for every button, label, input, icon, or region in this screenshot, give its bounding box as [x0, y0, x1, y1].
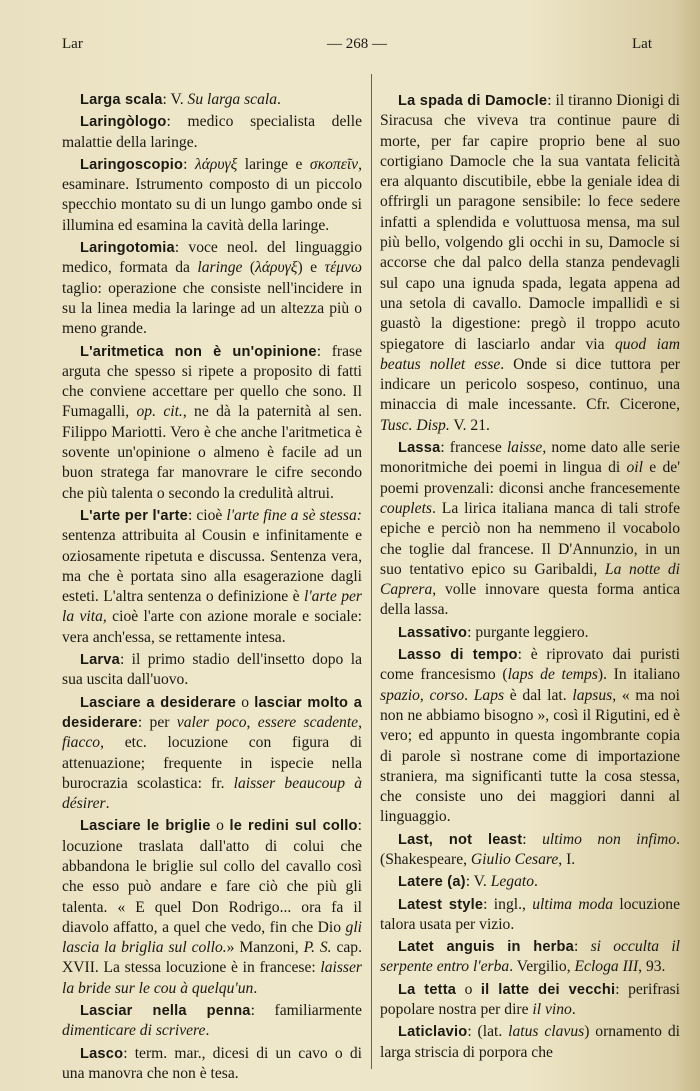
entry-headword: Larga scala — [80, 92, 163, 108]
entry-headword: La spada di Damocle — [398, 93, 548, 109]
entry-italic-text: ultima moda — [532, 895, 614, 913]
entry-text: locuzione talora usata per vizio. — [380, 895, 680, 933]
dictionary-entry — [380, 1022, 680, 1063]
entry-text: : il tiranno Dionigi di Siracusa che viveva tra continue paure di morte, per far capire proprio bene al suo cortigiano Damocle che la sua vantata felicità era alquanto discutibile, ebbe la geniale idea di offrirgli un paragone sensibile: lo fece sedere infatti a splendida e voluttuosa mensa, ma sul più bello, volgendo gli occhi in su, Damocle si accorse che dal palco della stanza pendevagli sul capo una ignuda spada, legata appena ad una setola di cavallo. Damocle impallidì e si guastò la digestione: pregò il troppo acuto spiegatore di lasciarlo andar via — [380, 92, 680, 353]
entry-text: : (lat. — [467, 1023, 509, 1041]
entry-text: , — [419, 686, 430, 704]
entry-headword: lasciar molto a desiderare — [62, 694, 363, 731]
entry-text: . — [205, 1022, 210, 1040]
entry-headword: Lasciar nella penna — [80, 1003, 251, 1020]
entry-text: : voce neol. del linguaggio medico, formata da — [62, 239, 362, 277]
column-divider — [371, 74, 372, 1069]
entry-headword: Laringotomia — [80, 240, 175, 257]
entry-italic-text: Tusc. Disp. — [380, 416, 450, 434]
dictionary-entry — [62, 112, 362, 153]
entry-text: , etc. locuzione con figura di attenuazione; frequente in ispecie nella burocrazia scolastica: fr. — [62, 734, 362, 792]
entry-text: : purgante leggiero. — [467, 623, 589, 641]
entry-headword: La tetta — [398, 981, 457, 998]
entry-text: : — [183, 155, 195, 173]
entry-headword: Last, not least — [398, 831, 523, 848]
entry-italic-text: si occulta il serpente entro l'erba — [380, 938, 680, 976]
dictionary-entry — [380, 91, 680, 436]
entry-italic-text: laisser la bride sur le cou à quelqu'un — [62, 959, 362, 997]
entry-text: . Vergilio, — [509, 958, 575, 976]
entry-text: , — [358, 713, 362, 731]
header-left-guideword: Lar — [62, 36, 83, 52]
entry-italic-text: Giulio Cesare — [470, 850, 559, 868]
entry-italic-text: Legato — [490, 873, 535, 891]
entry-italic-text: essere scadente — [257, 713, 359, 731]
entry-text: è dal lat. — [504, 686, 573, 704]
entry-text: : medico specialista delle malattie della laringe. — [62, 113, 362, 151]
entry-italic-text: dimenticare di scrivere — [62, 1022, 206, 1040]
entry-italic-text: corso — [429, 686, 465, 704]
entry-italic-text: spazio — [380, 686, 420, 704]
entry-headword: Laringòlogo — [80, 114, 167, 131]
page-number: — 268 — — [327, 36, 387, 52]
entry-text: : familiarmente — [250, 1002, 362, 1020]
entry-italic-text: op. cit. — [136, 403, 183, 421]
entry-text: o — [210, 817, 230, 835]
entry-italic-text: l'arte fine a sè stessa: — [226, 506, 362, 524]
dictionary-entry — [62, 342, 362, 504]
header-right-guideword: Lat — [632, 36, 652, 52]
entry-text: » Manzoni, — [226, 939, 304, 957]
entry-text: , cioè l'arte con azione morale e sociale: vera anch'essa, se rettamente intesa. — [62, 608, 362, 646]
entry-text: ). In italiano — [597, 666, 680, 684]
entry-headword: Larva — [80, 652, 120, 669]
entry-italic-text: couplets — [380, 499, 432, 517]
entry-text: ) e — [297, 259, 325, 277]
dictionary-entry — [62, 1044, 362, 1085]
dictionary-entry — [62, 1001, 362, 1042]
entry-headword: L'aritmetica non è un'opinione — [80, 343, 317, 360]
entry-text: . — [464, 686, 474, 704]
entry-italic-text: il vino — [532, 1001, 572, 1019]
entry-headword: Latere (a) — [398, 874, 466, 891]
entry-text: : cioè — [187, 506, 227, 524]
entry-italic-text: τέμνω — [324, 259, 363, 277]
entry-italic-text: Laps — [473, 686, 505, 704]
entry-text: . — [534, 873, 538, 891]
entry-text: ( — [242, 259, 256, 277]
entry-italic-text: La notte di Caprera — [380, 560, 681, 599]
entry-italic-text: σκοπεῖν — [309, 155, 359, 173]
entry-italic-text: Su larga scala — [187, 91, 278, 108]
dictionary-entry — [380, 830, 680, 871]
entry-italic-text: lapsus — [572, 686, 613, 704]
entry-text: : locuzione traslata dall'atto di colui che abbandona le briglie sul collo del cavallo così che esso può andare e fare ciò che più gli talenta. « E quel Don Rodrigo... ora fa il diavolo affatto, a quel che vedo, fin che Dio — [62, 817, 362, 936]
entry-italic-text: λάρυγξ — [194, 155, 238, 173]
entry-text: : il primo stadio dell'insetto dopo la sua uscita dall'uovo. — [62, 651, 362, 689]
entry-text: : ingl., — [483, 895, 533, 913]
dictionary-entry — [380, 980, 680, 1021]
entry-text: , volle innovare questa forma antica della lassa. — [380, 581, 680, 619]
entry-text: o — [456, 980, 481, 998]
entry-text: : V. — [465, 873, 491, 891]
entry-text: : term. mar., dicesi di un cavo o di una manovra che non è tesa. — [62, 1044, 362, 1082]
entry-italic-text: gli lascia la briglia sul collo. — [62, 918, 362, 957]
entry-text: . — [253, 979, 258, 997]
entry-text: : frase arguta che spesso si ripete a proposito di fatti che conviene accettare per quello che sono. Il Fumagalli, — [62, 342, 362, 421]
entry-text: , « ma noi non ne abbiamo bisogno », così il Rigutini, ed è vero; ed appunto in questa ingombrante copia di parole sì nostrane come di importazione straniera, ma significanti tutte la cosa stessa, che consiste uno dei maggiori danni al linguaggio. — [380, 686, 681, 826]
entry-headword: Latet anguis in herba — [398, 939, 574, 956]
dictionary-entry — [62, 816, 362, 999]
entry-text: : V. — [162, 91, 188, 108]
dictionary-entry — [380, 872, 680, 892]
entry-text: : francese — [440, 439, 507, 457]
entry-headword: Lasciare a desiderare — [80, 694, 237, 711]
entry-headword: L'arte per l'arte — [80, 507, 188, 524]
dictionary-entry — [380, 645, 680, 828]
entry-headword: Lassativo — [398, 624, 468, 641]
entry-headword: Lassa — [398, 440, 441, 457]
entry-text: , ne dà la paternità al sen. Filippo Mariotti. Vero è che anche l'aritmetica è sovente un'opinione o almeno è facile ad un buon stratega far manovrare le cifre secondo che più talenta o secondo la credulità altrui. — [62, 403, 362, 502]
dictionary-entry — [62, 90, 362, 110]
dictionary-entry — [62, 650, 362, 691]
entry-text: taglio: operazione che consiste nell'incidere in su la linea media la laringe ad un altezza più o meno grande. — [62, 279, 362, 338]
entry-italic-text: fiacco — [62, 734, 101, 752]
dictionary-entry — [62, 155, 362, 236]
entry-text: . Onde si dice tuttora per indicare un pericolo sospeso, continuo, una minaccia di male incessante. Cfr. Cicerone, — [380, 355, 680, 414]
entry-text: : è riprovato dai puristi come francesismo ( — [380, 646, 680, 684]
entry-text: , I. — [558, 850, 576, 868]
entry-text: . — [277, 91, 281, 108]
entry-text: e de' poemi provenzali: diconsi anche francesemente — [380, 459, 680, 497]
entry-italic-text: l'arte per la vita — [62, 588, 362, 626]
dictionary-entry — [380, 937, 680, 978]
entry-text: . La lirica italiana manca di tali strofe epiche e perciò non ha nemmeno il vocabolo che toglie dal francese. Il D'Annunzio, in un suo tentativo epico su Garibaldi, — [380, 499, 680, 578]
entry-headword: le redini sul collo — [229, 818, 358, 835]
entry-headword: Lasciare le briglie — [80, 818, 211, 835]
entry-headword: Latest style — [398, 896, 484, 913]
entry-text: , 93. — [638, 958, 666, 976]
entry-italic-text: laisse — [506, 439, 543, 457]
entry-italic-text: quod iam beatus nollet esse — [380, 335, 680, 373]
entry-text: cap. XVII. La stessa locuzione è in francese: — [62, 939, 362, 977]
dictionary-entry — [380, 438, 680, 621]
entry-italic-text: Ecloga III — [574, 958, 639, 976]
entry-text: . — [105, 795, 110, 813]
entry-text: V. 21. — [449, 416, 490, 434]
entry-text: o — [236, 693, 255, 711]
dictionary-entry — [62, 506, 362, 648]
left-column — [62, 90, 362, 1086]
entry-text: laringe e — [237, 155, 310, 173]
entry-italic-text: ultimo non infimo — [542, 830, 677, 848]
entry-italic-text: laisser beaucoup à désirer — [62, 774, 362, 813]
dictionary-entry — [62, 693, 362, 815]
entry-text: , esaminare. Istrumento composto di un piccolo specchio montato su di un lungo gambo onde si illumina ed esamina la cavità della laringe. — [62, 155, 363, 234]
entry-italic-text: laps de temps — [507, 666, 598, 684]
entry-text: : — [573, 938, 591, 956]
dictionary-entry — [380, 895, 680, 936]
entry-text: , — [246, 713, 258, 731]
entry-text: sentenza attribuita al Cousin e infinitamente e oziosamente ripetuta e discussa. Sentenza vera, ma che è portata sino alla esagerazione dagli esteti. L'altra sentenza o definizione è — [62, 527, 362, 606]
entry-text: : — [522, 830, 543, 848]
entry-text: , nome dato alle serie monoritmiche dei poemi in lingua di — [380, 439, 680, 477]
entry-text: . — [571, 1001, 576, 1019]
entry-italic-text: λάρυγξ — [255, 259, 298, 277]
dictionary-entry — [380, 623, 680, 643]
entry-italic-text: laringe — [197, 259, 243, 277]
entry-text: : perifrasi popolare nostra per dire — [380, 980, 681, 1019]
running-header — [62, 36, 652, 60]
entry-text: ) ornamento di larga striscia di porpora che — [380, 1023, 680, 1061]
entry-headword: Laringoscopio — [80, 156, 184, 173]
entry-headword: Lasso di tempo — [398, 647, 518, 664]
entry-italic-text: latus clavus — [508, 1023, 585, 1041]
entry-headword: il latte dei vecchi — [480, 981, 616, 998]
right-column — [380, 91, 680, 1065]
entry-headword: Lasco — [80, 1045, 124, 1062]
entry-text: : per — [137, 713, 177, 731]
entry-italic-text: valer poco — [176, 713, 247, 731]
dictionary-entry — [62, 238, 362, 339]
entry-italic-text: oil — [626, 459, 643, 477]
entry-text: . (Shakespeare, — [380, 830, 680, 868]
entry-italic-text: P. S. — [303, 939, 332, 957]
entry-headword: Laticlavio — [398, 1024, 468, 1041]
